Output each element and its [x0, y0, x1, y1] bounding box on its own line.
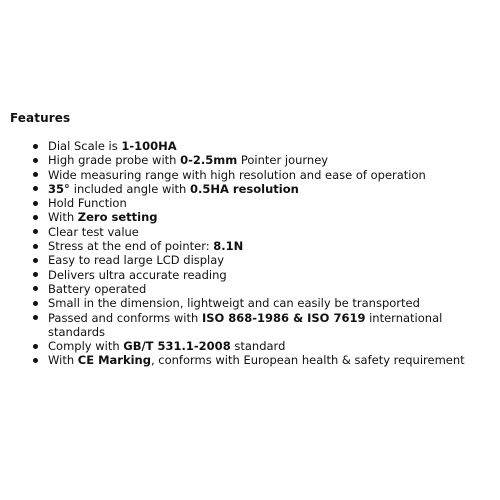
feature-text — [48, 353, 465, 367]
bullet-icon — [33, 229, 38, 234]
bullet-icon — [33, 172, 38, 177]
feature-item — [33, 268, 494, 282]
feature-text-after: , conforms with European health & safety requirement — [150, 353, 465, 368]
feature-text-after: included angle with — [73, 181, 191, 196]
feature-text — [48, 168, 426, 182]
feature-text-bold: ISO 868-1986 & ISO 7619 — [201, 310, 366, 325]
bullet-icon — [33, 244, 38, 249]
feature-text — [48, 311, 442, 339]
feature-item — [33, 296, 494, 310]
feature-text-plain: Stress at the end of pointer: — [48, 239, 214, 254]
feature-item — [33, 168, 494, 182]
feature-item — [33, 153, 494, 167]
feature-text-bold-2: 0.5HA resolution — [190, 181, 299, 196]
feature-text — [48, 253, 224, 267]
feature-text-after: standard — [230, 339, 286, 354]
feature-text — [48, 296, 420, 310]
feature-text — [48, 210, 158, 224]
feature-text-bold: CE Marking — [77, 353, 151, 368]
feature-item — [33, 282, 494, 296]
features-section — [10, 110, 494, 368]
feature-item — [33, 239, 494, 253]
feature-item — [33, 196, 494, 210]
feature-text — [48, 268, 227, 282]
feature-text-after: international standards — [48, 310, 443, 339]
feature-text-plain: Wide measuring range with high resolution and ease of operation — [48, 167, 426, 182]
feature-item — [33, 339, 494, 353]
features-heading: Features — [10, 111, 71, 125]
feature-text-plain: Passed and conforms with — [48, 310, 202, 325]
feature-text — [48, 182, 299, 196]
bullet-icon — [33, 315, 38, 320]
feature-text-bold: GB/T 531.1-2008 — [123, 339, 231, 354]
feature-text-plain: With — [48, 210, 78, 225]
feature-text-bold: 0-2.5mm — [180, 153, 238, 168]
feature-item — [33, 139, 494, 153]
bullet-icon — [33, 158, 38, 163]
feature-text-plain: Small in the dimension, lightweigt and can easily be transported — [48, 296, 420, 311]
feature-text-bold: 1-100HA — [121, 139, 177, 153]
bullet-icon — [33, 358, 38, 363]
bullet-icon — [33, 301, 38, 306]
feature-text-plain: Hold Function — [48, 196, 127, 211]
feature-text — [48, 153, 328, 167]
bullet-icon — [33, 286, 38, 291]
feature-text-plain: Comply with — [48, 339, 124, 354]
feature-text — [48, 225, 139, 239]
bullet-icon — [33, 344, 38, 349]
bullet-icon — [33, 201, 38, 206]
feature-item — [33, 182, 494, 196]
feature-text — [48, 196, 127, 210]
feature-text-bold: Zero setting — [77, 210, 158, 225]
bullet-icon — [33, 272, 38, 277]
feature-text-after: Pointer journey — [237, 153, 329, 168]
feature-item — [33, 225, 494, 239]
feature-text — [48, 139, 177, 153]
bullet-icon — [33, 258, 38, 263]
feature-text-plain: Battery operated — [48, 281, 147, 296]
feature-text-bold: 35° — [48, 181, 74, 196]
feature-text — [48, 239, 243, 253]
feature-list — [10, 139, 494, 368]
bullet-icon — [33, 186, 38, 191]
bullet-icon — [33, 144, 38, 149]
feature-text — [48, 339, 285, 353]
feature-item — [33, 353, 494, 367]
feature-text-plain: Delivers ultra accurate reading — [48, 267, 227, 282]
feature-text-plain: Dial Scale is — [48, 139, 122, 153]
feature-text-plain: Clear test value — [48, 224, 139, 239]
feature-text-plain: High grade probe with — [48, 153, 181, 168]
feature-text — [48, 282, 146, 296]
feature-text-bold: 8.1N — [213, 239, 244, 254]
feature-text-plain: Easy to read large LCD display — [48, 253, 225, 268]
feature-item — [33, 311, 494, 340]
bullet-icon — [33, 215, 38, 220]
feature-text-plain: With — [48, 353, 78, 368]
feature-item — [33, 210, 494, 224]
feature-item — [33, 253, 494, 267]
